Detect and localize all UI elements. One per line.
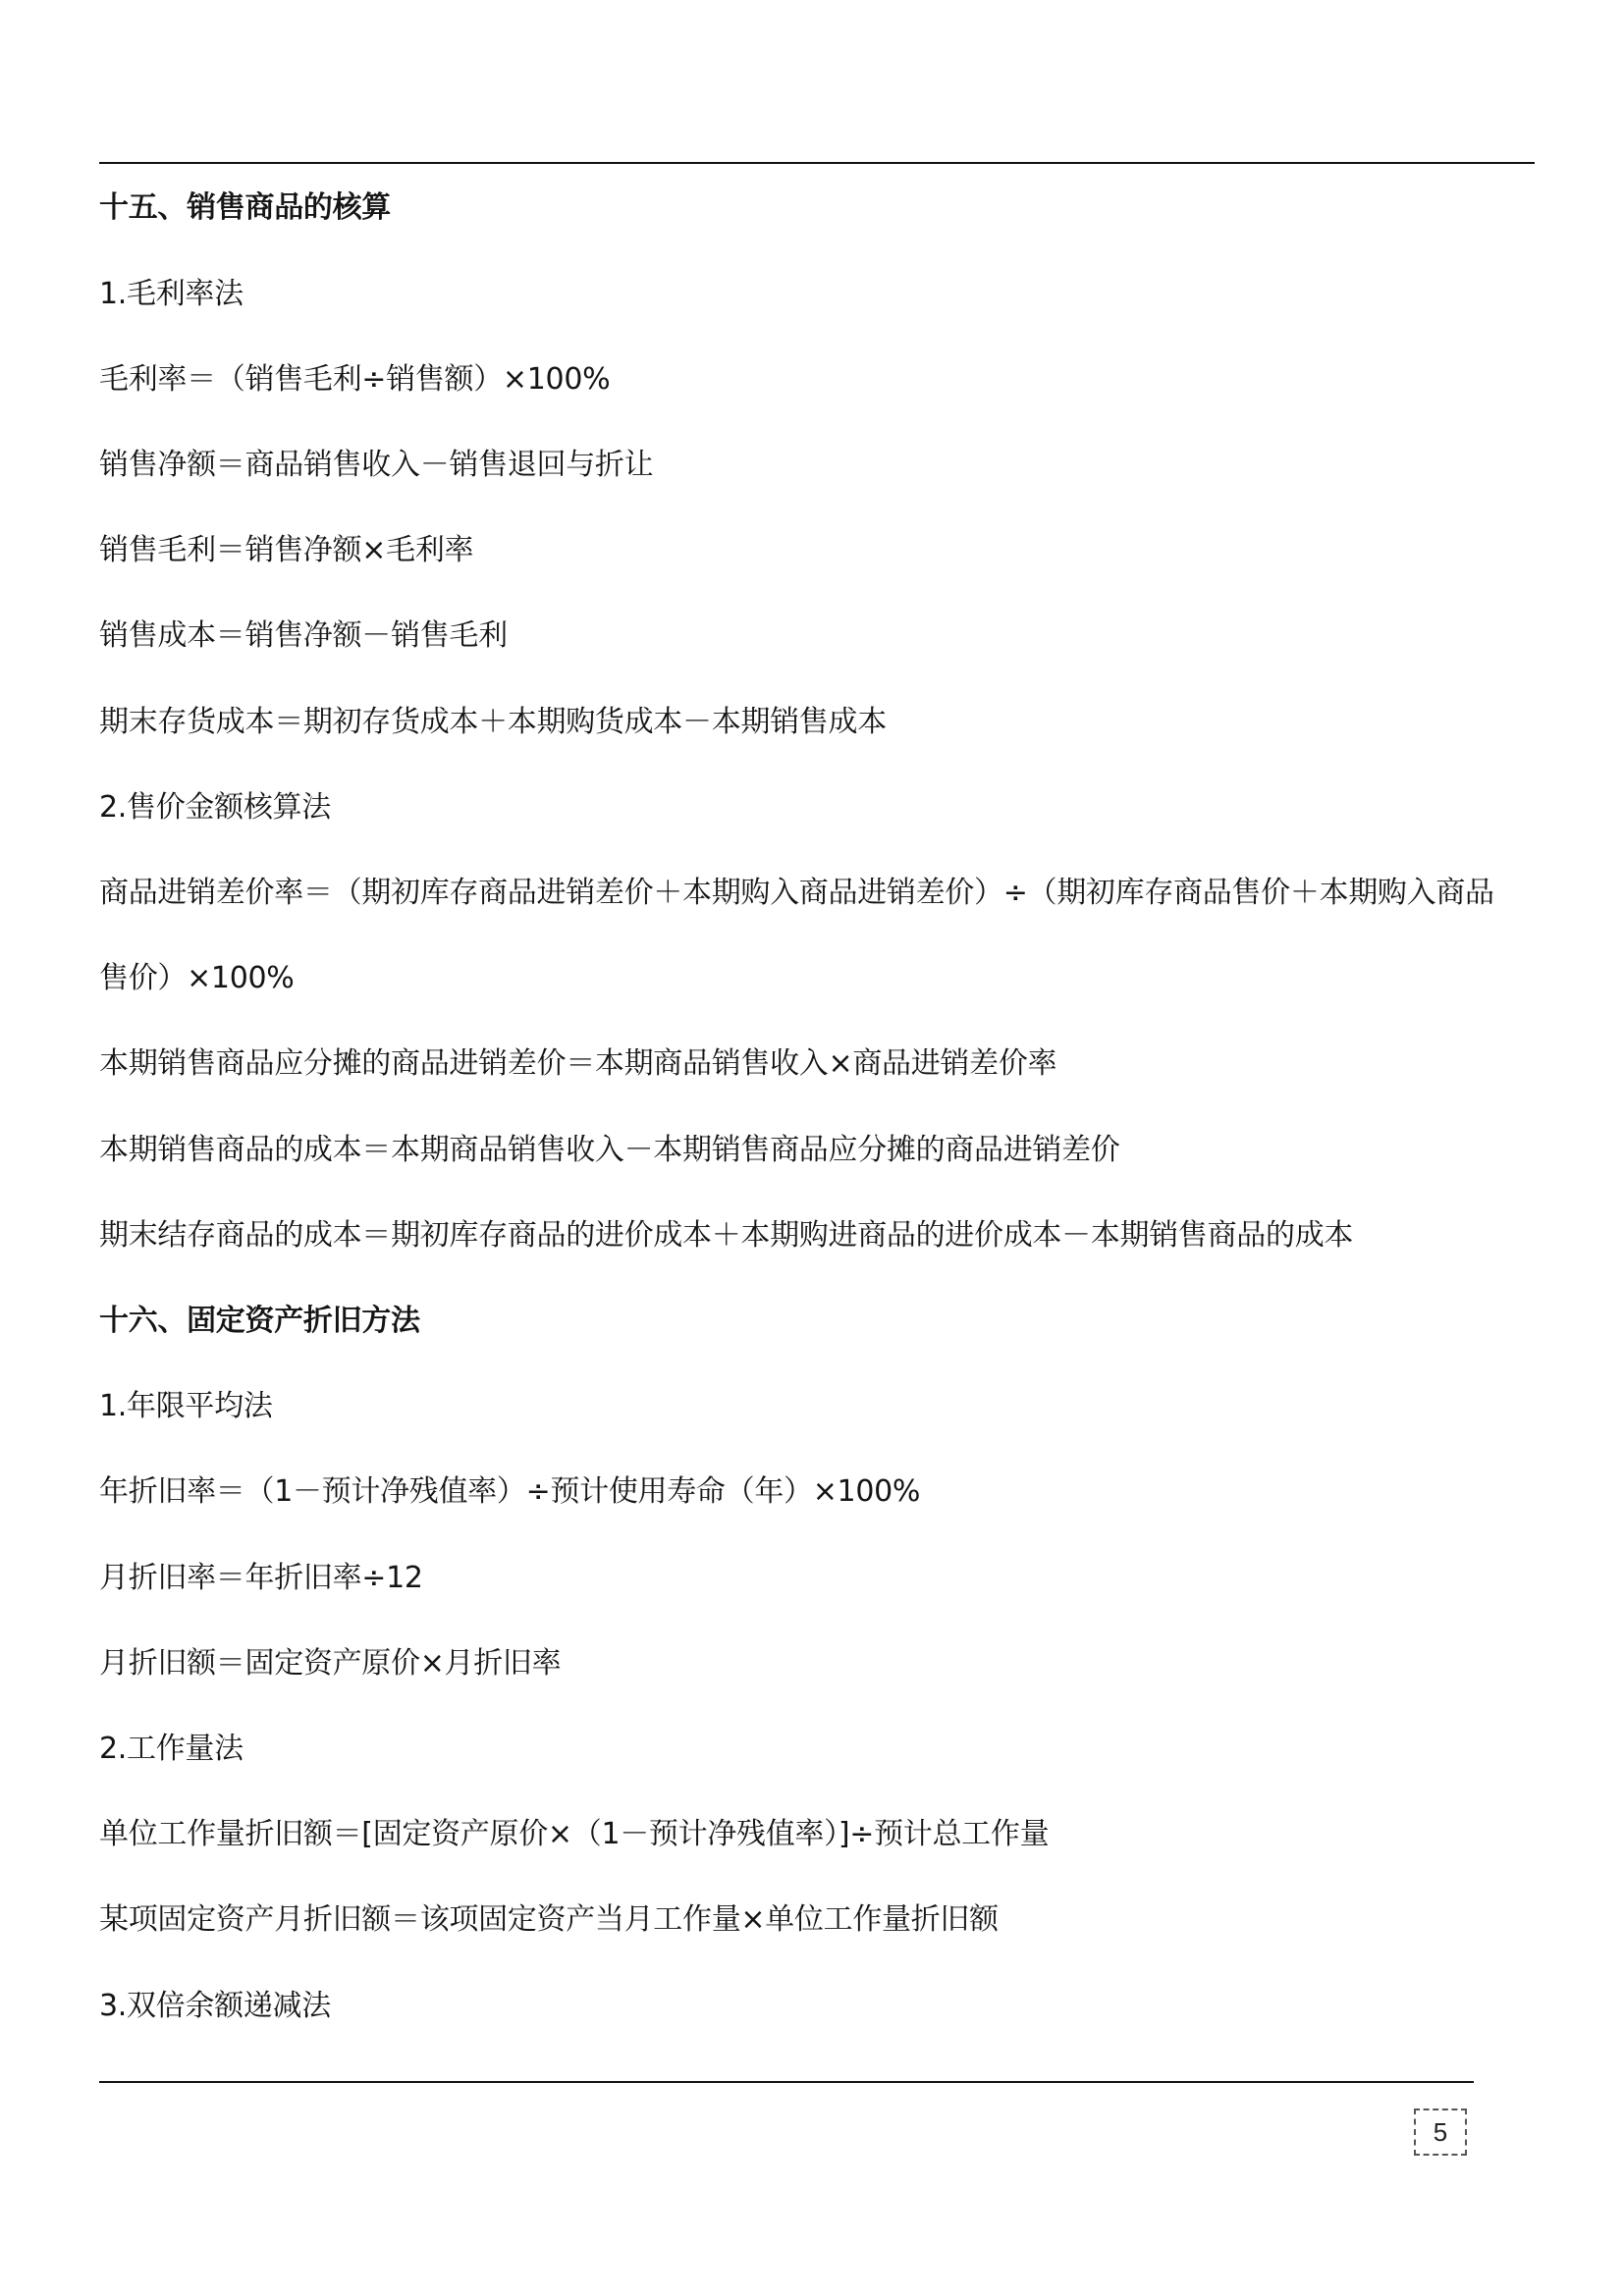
formula-gross-profit: 销售毛利＝销售净额×毛利率 xyxy=(99,533,474,567)
header-rule xyxy=(99,162,1535,164)
formula-cost-of-goods-sold: 本期销售商品的成本＝本期商品销售收入－本期销售商品应分摊的商品进销差价 xyxy=(99,1133,1120,1167)
formula-cost-of-sales: 销售成本＝销售净额－销售毛利 xyxy=(99,618,508,653)
footer-rule xyxy=(99,2081,1474,2083)
formula-allocated-markup: 本期销售商品应分摊的商品进销差价＝本期商品销售收入×商品进销差价率 xyxy=(99,1046,1057,1081)
formula-monthly-depreciation: 月折旧额＝固定资产原价×月折旧率 xyxy=(99,1646,562,1681)
formula-ending-goods-cost: 期末结存商品的成本＝期初库存商品的进价成本＋本期购进商品的进价成本－本期销售商品的成本 xyxy=(99,1218,1354,1253)
formula-asset-monthly-depreciation: 某项固定资产月折旧额＝该项固定资产当月工作量×单位工作量折旧额 xyxy=(99,1902,999,1937)
section-heading-16: 十六、固定资产折旧方法 xyxy=(99,1304,420,1338)
page-number: 5 xyxy=(1414,2109,1467,2156)
subheading-double-declining: 3.双倍余额递减法 xyxy=(99,1989,331,2023)
formula-net-sales: 销售净额＝商品销售收入－销售退回与折让 xyxy=(99,448,654,482)
formula-markup-rate: 商品进销差价率＝（期初库存商品进销差价＋本期购入商品进销差价）÷（期初库存商品售价＋本期购入商品 xyxy=(99,876,1494,910)
formula-gross-margin-rate: 毛利率＝（销售毛利÷销售额）×100% xyxy=(99,362,611,397)
formula-monthly-depreciation-rate: 月折旧率＝年折旧率÷12 xyxy=(99,1561,423,1595)
formula-ending-inventory-cost: 期末存货成本＝期初存货成本＋本期购货成本－本期销售成本 xyxy=(99,705,887,739)
formula-markup-rate-cont: 售价）×100% xyxy=(99,961,295,995)
subheading-retail-price-method: 2.售价金额核算法 xyxy=(99,790,331,825)
subheading-gross-margin-method: 1.毛利率法 xyxy=(99,277,244,311)
formula-annual-depreciation-rate: 年折旧率＝（1－预计净残值率）÷预计使用寿命（年）×100% xyxy=(99,1474,921,1509)
subheading-units-of-production: 2.工作量法 xyxy=(99,1732,244,1766)
subheading-straight-line-method: 1.年限平均法 xyxy=(99,1389,273,1423)
formula-unit-depreciation: 单位工作量折旧额＝[固定资产原价×（1－预计净残值率）]÷预计总工作量 xyxy=(99,1817,1050,1851)
section-heading-15: 十五、销售商品的核算 xyxy=(99,190,391,225)
